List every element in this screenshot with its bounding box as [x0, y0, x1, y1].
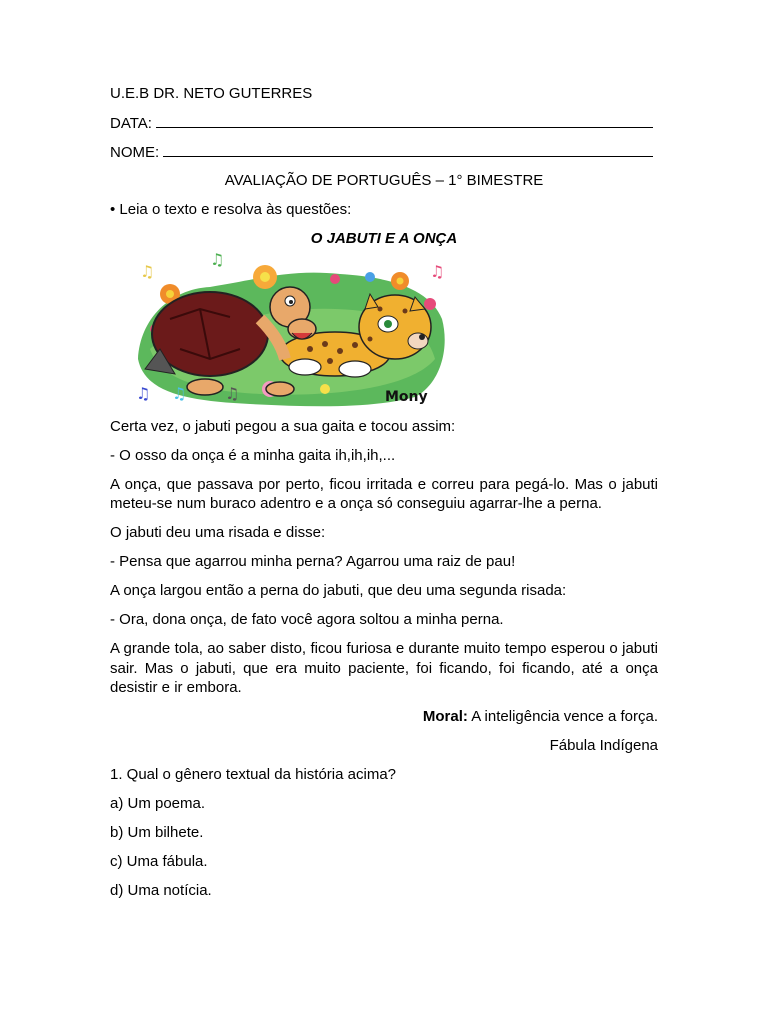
name-label: NOME: — [110, 144, 160, 161]
answer-option: c) Uma fábula. — [110, 853, 208, 870]
story-paragraph: - O osso da onça é a minha gaita ih,ih,ih,... — [110, 446, 396, 464]
answer-option: d) Uma notícia. — [110, 882, 212, 899]
svg-text:♫: ♫ — [430, 261, 445, 281]
document-page — [110, 84, 658, 910]
artist-signature: Mony — [385, 388, 428, 405]
date-line — [110, 113, 658, 133]
story-paragraph: - Pensa que agarrou minha perna? Agarrou uma raiz de pau! — [110, 553, 516, 570]
story-paragraph: O jabuti deu uma risada e disse: — [110, 524, 326, 541]
instruction: • Leia o texto e resolva às questões: — [110, 201, 352, 218]
story-source: Fábula Indígena — [549, 737, 658, 754]
svg-text:♫: ♫ — [140, 261, 155, 281]
school-name: U.E.B DR. NETO GUTERRES — [110, 85, 313, 102]
name-line — [110, 142, 658, 162]
exam-title: AVALIAÇÃO DE PORTUGUÊS – 1° BIMESTRE — [224, 172, 544, 189]
moral-label: Moral: — [422, 708, 468, 725]
svg-text:♫: ♫ — [172, 383, 187, 403]
story-paragraph: A onça largou então a perna do jabuti, que deu uma segunda risada: — [110, 582, 567, 599]
svg-text:♫: ♫ — [210, 249, 225, 269]
story-paragraph: A onça, que passava por perto, ficou irritada e correu para pegá-lo. Mas o jabuti meteu-se num buraco adentro e a onça só conseguiu agarrar-lhe a perna. — [110, 475, 658, 512]
svg-text:♫: ♫ — [136, 383, 151, 403]
story-moral — [110, 707, 658, 727]
answer-option: b) Um bilhete. — [110, 824, 204, 841]
date-label: DATA: — [110, 115, 152, 132]
answer-option: a) Um poema. — [110, 795, 206, 812]
question-text: 1. Qual o gênero textual da história acima? — [110, 766, 397, 783]
story-paragraph: Certa vez, o jabuti pegou a sua gaita e tocou assim: — [110, 417, 456, 435]
name-blank — [163, 142, 653, 157]
svg-text:♫: ♫ — [225, 383, 240, 403]
story-title: O JABUTI E A ONÇA — [310, 230, 458, 247]
story-paragraph: A grande tola, ao saber disto, ficou furiosa e durante muito tempo esperou o jabuti sair. Mas o jabuti, que era muito paciente, foi ficando, foi ficando, até a onça desistir e ir embora. — [110, 640, 658, 696]
story-paragraph: - Ora, dona onça, de fato você agora soltou a minha perna. — [110, 611, 504, 628]
moral-text: A inteligência vence a força. — [467, 708, 658, 725]
date-blank — [156, 113, 653, 128]
turtle-and-jaguar-image — [130, 249, 452, 411]
story-illustration — [130, 249, 452, 411]
